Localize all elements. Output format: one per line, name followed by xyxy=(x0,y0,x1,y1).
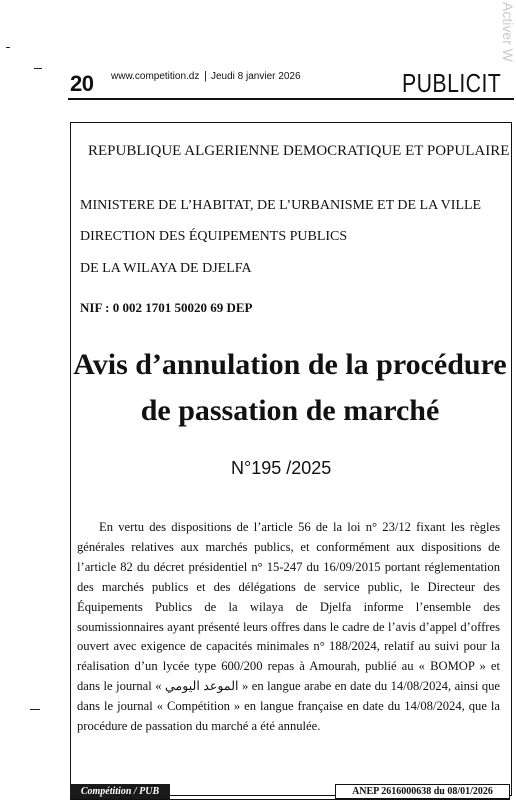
republic-heading: REPUBLIQUE ALGERIENNE DEMOCRATIQUE ET POPULAIRE xyxy=(88,143,510,159)
header-rule xyxy=(68,98,514,100)
website-link: www.competition.dz xyxy=(111,71,200,82)
scan-mark xyxy=(30,709,40,710)
activate-windows-watermark: Activer W xyxy=(500,2,516,62)
nif-line: NIF : 0 002 1701 50020 69 DEP xyxy=(80,300,253,315)
footer-publisher-tag: Compétition / PUB xyxy=(70,784,170,799)
issue-date: Jeudi 8 janvier 2026 xyxy=(211,71,301,82)
scan-mark xyxy=(34,68,42,69)
notice-body: En vertu des dispositions de l’article 56 de la loi n° 23/12 fixant les règles générales relatives aux marchés publics, et conformément aux dispositions de l’article 82 du décret présidentiel n° 15-247 du 16/09/2015 portant réglementation des marchés publics et des délégations de service public, le Directeur des Équipements Publics de la wilaya de Djelfa informe l’ensemble des soumissionnaires ayant présenté leurs offres dans le cadre de l’avis d’appel d’offres ouvert avec exigence de capacités minimales n° 188/2024, relatif au suivi pour la réalisation d’un lycée type 600/200 repas à Amourah, publié au « BOMOP » et dans le journal « الموعد اليومي » en langue arabe en date du 14/08/2024, ainsi que dans le journal « Compétition » en langue française en date du 14/08/2024, que la procédure de passation du marché a été annulée. xyxy=(77,520,500,734)
footer-rule xyxy=(70,799,510,800)
notice-number: N°195 /2025 xyxy=(231,458,332,478)
page-number: 20 xyxy=(70,71,94,96)
footer-anep-reference: ANEP 2616000638 du 08/01/2026 xyxy=(335,784,510,799)
header-separator: | xyxy=(204,70,207,82)
scan-mark xyxy=(6,47,10,48)
notice-title-line2: de passation de marché xyxy=(140,394,440,427)
section-title: PUBLICIT xyxy=(402,68,502,98)
ministry-line: MINISTERE DE L’HABITAT, DE L’URBANISME ET DE LA VILLE xyxy=(80,198,482,213)
wilaya-line: DE LA WILAYA DE DJELFA xyxy=(80,261,252,276)
notice-title-line1: Avis d’annulation de la procédure xyxy=(73,348,507,381)
direction-line: DIRECTION DES ÉQUIPEMENTS PUBLICS xyxy=(80,229,348,244)
